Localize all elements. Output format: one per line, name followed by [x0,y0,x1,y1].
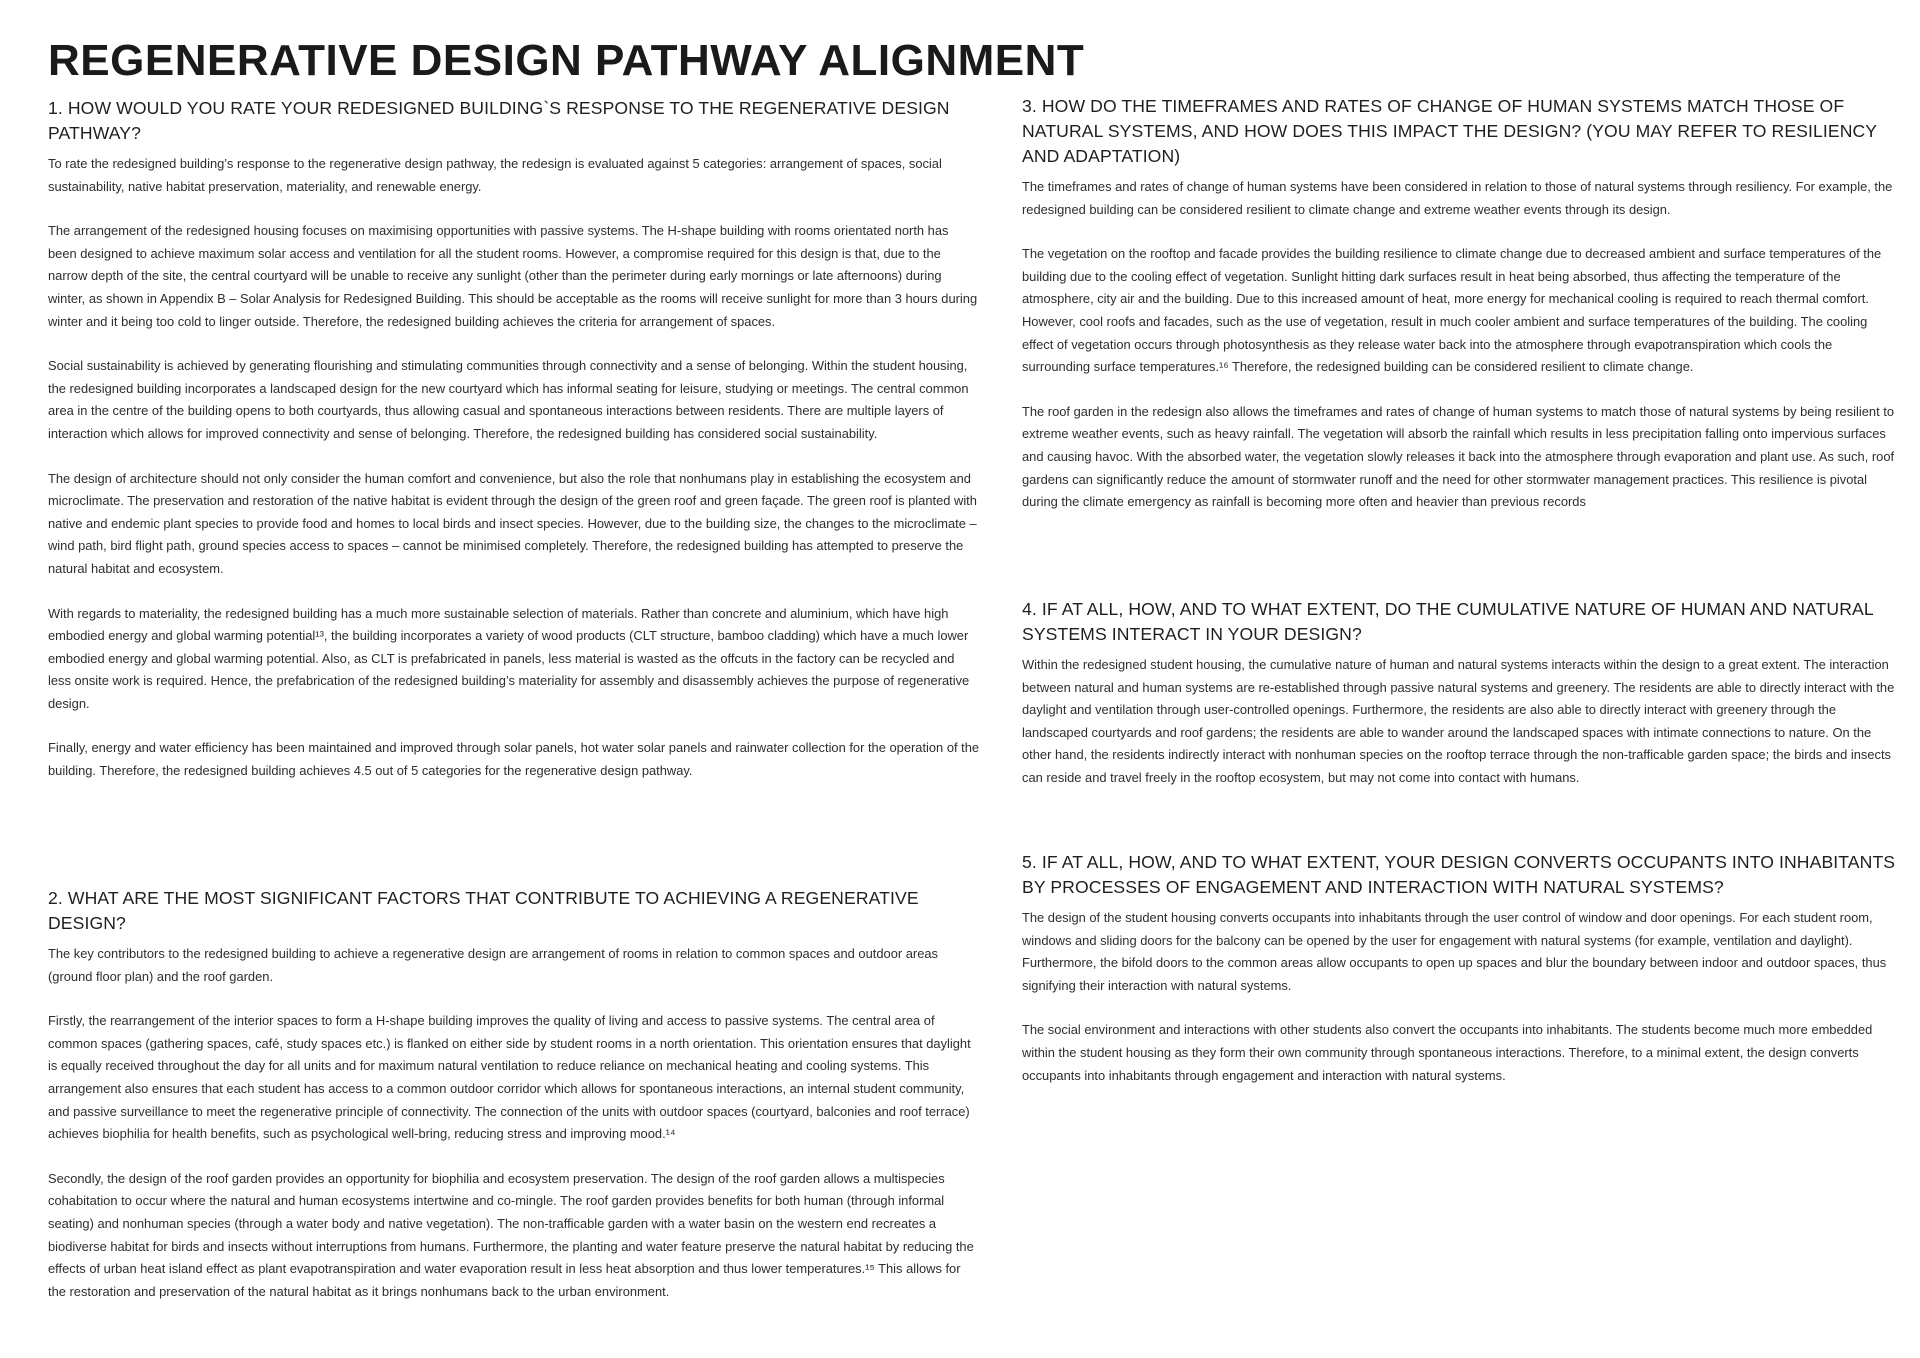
section-heading: 1. HOW WOULD YOU RATE YOUR REDESIGNED BUILDING`S RESPONSE TO THE REGENERATIVE DESIGN PATHWAY? [48,98,950,143]
section-paragraph: The social environment and interactions with other students also convert the occupants into inhabitants. The students become much more embedded within the student housing as they form their own community through spontaneous interactions. Therefore, to a minimal extent, the design converts occupants into inhabitants through engagement and interaction with natural systems. [1022,1022,1873,1083]
section-q1 [48,96,980,783]
section-paragraph: With regards to materiality, the redesigned building has a much more sustainable selection of materials. Rather than concrete and aluminium, which have high embodied energy and global warming potential¹³, the building incorporates a variety of wood products (CLT structure, bamboo cladding) which have a much lower embodied energy and global warming potential. Also, as CLT is prefabricated in panels, less material is wasted as the offcuts in the factory can be recycled and less onsite work is required. Hence, the prefabrication of the redesigned building’s materiality for assembly and disassembly achieves the purpose of regenerative design. [48,605,970,711]
section-paragraph: The roof garden in the redesign also allows the timeframes and rates of change of human systems to match those of natural systems by being resilient to extreme weather events, such as heavy rainfall. The vegetation will absorb the rainfall which results in less precipitation falling onto impervious surfaces and causing havoc. With the absorbed water, the vegetation slowly releases it back into the atmosphere through evaporation and plant use. As such, roof gardens can significantly reduce the amount of stormwater runoff and the need for other stormwater management practices. This resilience is pivotal during the climate emergency as rainfall is becoming more often and heavier than previous records [1022,403,1895,510]
section-paragraph: To rate the redesigned building’s response to the regenerative design pathway, the redesign is evaluated against 5 categories: arrangement of spaces, social sustainability, native habitat preservation, materiality, and renewable energy. [48,156,942,194]
section-paragraph: Social sustainability is achieved by generating flourishing and stimulating communities through connectivity and a sense of belonging. Within the student housing, the redesigned building incorporates a landscaped design for the new courtyard which has informal seating for leisure, studying or meetings. The central common area in the centre of the building opens to both courtyards, thus allowing casual and spontaneous interactions between residents. There are multiple layers of interaction which allows for improved connectivity and sense of belonging. Therefore, the redesigned building has considered social sustainability. [48,358,969,441]
section-paragraph: Finally, energy and water efficiency has been maintained and improved through solar panels, hot water solar panels and rainwater collection for the operation of the building. Therefore, the redesigned building achieves 4.5 out of 5 categories for the regenerative design pathway. [48,740,980,779]
section-paragraph: Firstly, the rearrangement of the interior spaces to form a H-shape building improves the quality of living and access to passive systems. The central area of common spaces (gathering spaces, café, study spaces etc.) is flanked on either side by student rooms in a north orientation. This orientation ensures that daylight is equally received throughout the day for all units and for maximum natural ventilation to reduce reliance on mechanical heating and cooling systems. This arrangement also ensures that each student has access to a common outdoor corridor which allows for spontaneous interactions, an internal student community, and passive surveillance to meet the regenerative principle of connectivity. The connection of the units with outdoor spaces (courtyard, balconies and roof terrace) achieves biophilia for health benefits, such as psychological well-bring, reducing stress and improving mood.¹⁴ [48,1013,971,1142]
section-paragraph: The arrangement of the redesigned housing focuses on maximising opportunities with passive systems. The H-shape building with rooms orientated north has been designed to achieve maximum solar access and ventilation for all the student rooms. However, a compromise required for this design is that, due to the narrow depth of the site, the central courtyard will be unable to receive any sunlight (other than the perimeter during early mornings or late afternoons) during winter, as shown in Appendix B – Solar Analysis for Redesigned Building. This should be acceptable as the rooms will receive sunlight for more than 3 hours during winter and it being too cold to linger outside. Therefore, the redesigned building achieves the criteria for arrangement of spaces. [48,223,978,329]
section-q3 [1022,94,1900,514]
page-title: REGENERATIVE DESIGN PATHWAY ALIGNMENT [48,36,1085,85]
section-q4 [1022,597,1900,790]
section-paragraph: The vegetation on the rooftop and facade provides the building resilience to climate change due to decreased ambient and surface temperatures of the building due to the cooling effect of vegetation. Sunlight hitting dark surfaces result in heat being absorbed, thus affecting the temperature of the atmosphere, city air and the building. Due to this increased amount of heat, more energy for mechanical cooling is required to reach thermal comfort. However, cool roofs and facades, such as the use of vegetation, result in much cooler ambient and surface temperatures of the building. The cooling effect of vegetation occurs through photosynthesis as they release water back into the atmosphere through evapotranspiration which cools the surrounding surface temperatures.¹⁶ Therefore, the redesigned building can be considered resilient to climate change. [1022,246,1882,375]
section-paragraph: Within the redesigned student housing, the cumulative nature of human and natural systems interacts within the design to a great extent. The interaction between natural and human systems are re-established through passive natural systems and greenery. The residents are able to directly interact with the daylight and ventilation through user-controlled openings. Furthermore, the residents are also able to directly interact with greenery through the landscaped courtyards and roof gardens; the residents are able to wander around the landscaped spaces with intimate connections to nature. On the other hand, the residents indirectly interact with nonhuman species on the rooftop terrace through the non-trafficable garden space; the birds and insects can reside and travel freely in the rooftop ecosystem, but may not come into contact with humans. [1022,657,1895,785]
section-paragraph: The timeframes and rates of change of human systems have been considered in relation to those of natural systems through resiliency. For example, the redesigned building can be considered resilient to climate change and extreme weather events through its design. [1022,179,1893,217]
section-heading: 3. HOW DO THE TIMEFRAMES AND RATES OF CHANGE OF HUMAN SYSTEMS MATCH THOSE OF NATURAL SYSTEMS, AND HOW DOES THIS IMPACT THE DESIGN? (YOU MAY REFER TO RESILIENCY AND ADAPTATION) [1022,96,1877,166]
section-paragraph: Secondly, the design of the roof garden provides an opportunity for biophilia and ecosystem preservation. The design of the roof garden allows a multispecies cohabitation to occur where the natural and human ecosystems intertwine and co-mingle. The roof garden provides benefits for both human (through informal seating) and nonhuman species (through a water body and native vegetation). The non-trafficable garden with a water basin on the western end recreates a biodiverse habitat for birds and insects without interruptions from humans. Furthermore, the planting and water feature preserve the natural habitat by reducing the effects of urban heat island effect as plant evapotranspiration and water evaporation result in less heat absorption and thus lower temperatures.¹⁵ This allows for the restoration and preservation of the natural habitat as it brings nonhumans back to the urban environment. [48,1170,974,1299]
section-q2 [48,886,980,1303]
section-paragraph: The key contributors to the redesigned building to achieve a regenerative design are arrangement of rooms in relation to common spaces and outdoor areas (ground floor plan) and the roof garden. [48,946,938,984]
section-paragraph: The design of architecture should not only consider the human comfort and convenience, but also the role that nonhumans play in establishing the ecosystem and microclimate. The preservation and restoration of the native habitat is evident through the design of the green roof and green façade. The green roof is planted with native and endemic plant species to provide food and homes to local birds and insect species. However, due to the building size, the changes to the microclimate – wind path, bird flight path, ground species access to spaces – cannot be minimised completely. Therefore, the redesigned building has attempted to preserve the natural habitat and ecosystem. [48,470,977,576]
section-q5 [1022,850,1900,1087]
section-heading: 2. WHAT ARE THE MOST SIGNIFICANT FACTORS THAT CONTRIBUTE TO ACHIEVING A REGENERATIVE DESIGN? [48,888,919,933]
section-paragraph: The design of the student housing converts occupants into inhabitants through the user control of window and door openings. For each student room, windows and sliding doors for the balcony can be opened by the user for engagement with natural systems (for example, ventilation and daylight). Furthermore, the bifold doors to the common areas allow occupants to open up spaces and blur the boundary between indoor and outdoor spaces, thus signifying their interaction with natural systems. [1022,910,1887,993]
section-heading: 5. IF AT ALL, HOW, AND TO WHAT EXTENT, YOUR DESIGN CONVERTS OCCUPANTS INTO INHABITANTS BY PROCESSES OF ENGAGEMENT AND INTERACTION WITH NATURAL SYSTEMS? [1022,852,1896,897]
section-heading: 4. IF AT ALL, HOW, AND TO WHAT EXTENT, DO THE CUMULATIVE NATURE OF HUMAN AND NATURAL SYSTEMS INTERACT IN YOUR DESIGN? [1022,599,1874,644]
